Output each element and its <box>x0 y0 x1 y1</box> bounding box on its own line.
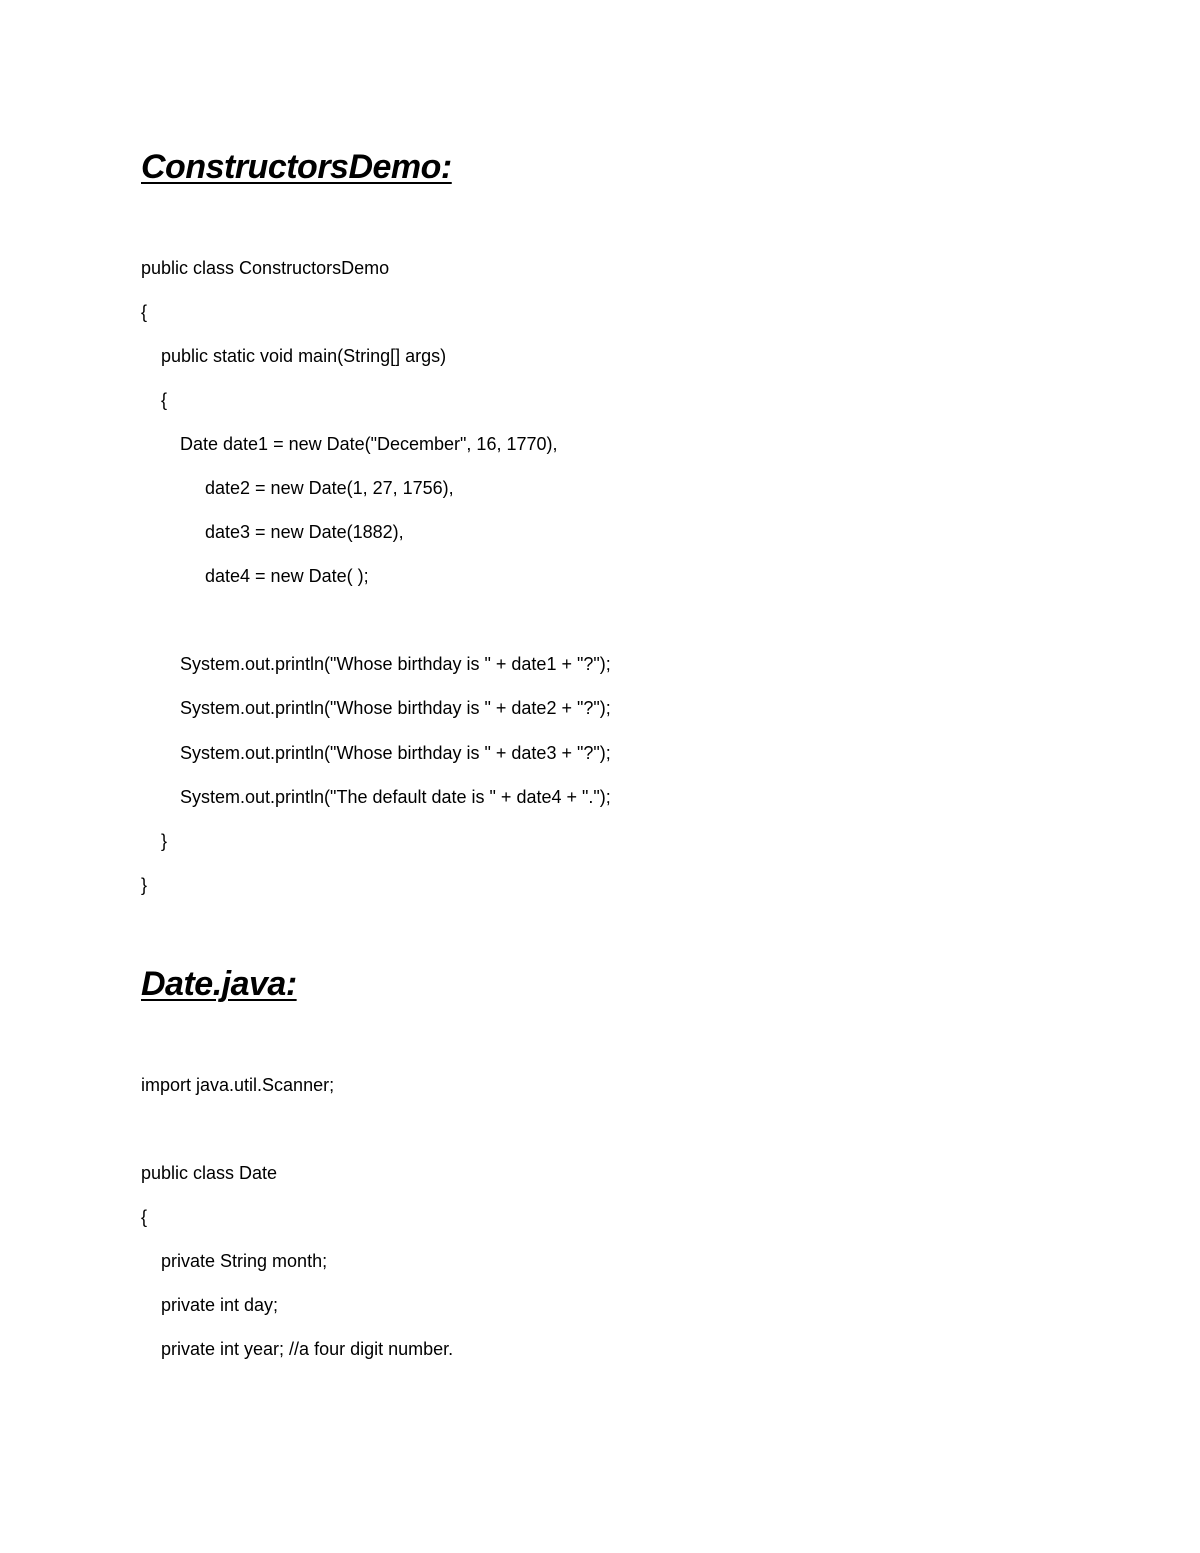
code-line: { <box>141 302 148 322</box>
code-line: private int day; <box>161 1295 279 1315</box>
code-line: } <box>161 831 168 851</box>
code-line: public class Date <box>141 1163 278 1183</box>
code-line: System.out.println("The default date is " + date4 + "."); <box>180 787 611 807</box>
code-line: } <box>141 875 148 895</box>
code-line: date3 = new Date(1882), <box>205 522 404 542</box>
code-line: import java.util.Scanner; <box>141 1075 335 1095</box>
code-line: System.out.println("Whose birthday is " + date3 + "?"); <box>180 743 611 763</box>
code-line: private String month; <box>161 1251 328 1271</box>
code-line: date2 = new Date(1, 27, 1756), <box>205 478 454 498</box>
section-heading-constructors-demo: ConstructorsDemo: <box>141 148 452 186</box>
code-line: { <box>141 1207 148 1227</box>
code-line: System.out.println("Whose birthday is " + date2 + "?"); <box>180 698 611 718</box>
code-line: public static void main(String[] args) <box>161 346 447 366</box>
code-line: System.out.println("Whose birthday is " + date1 + "?"); <box>180 654 611 674</box>
section-heading-date-java: Date.java: <box>141 965 297 1003</box>
code-line: { <box>161 390 168 410</box>
code-line: date4 = new Date( ); <box>205 566 369 586</box>
code-line: public class ConstructorsDemo <box>141 258 390 278</box>
code-line: private int year; //a four digit number. <box>161 1339 454 1359</box>
code-line: Date date1 = new Date("December", 16, 1770), <box>180 434 558 454</box>
